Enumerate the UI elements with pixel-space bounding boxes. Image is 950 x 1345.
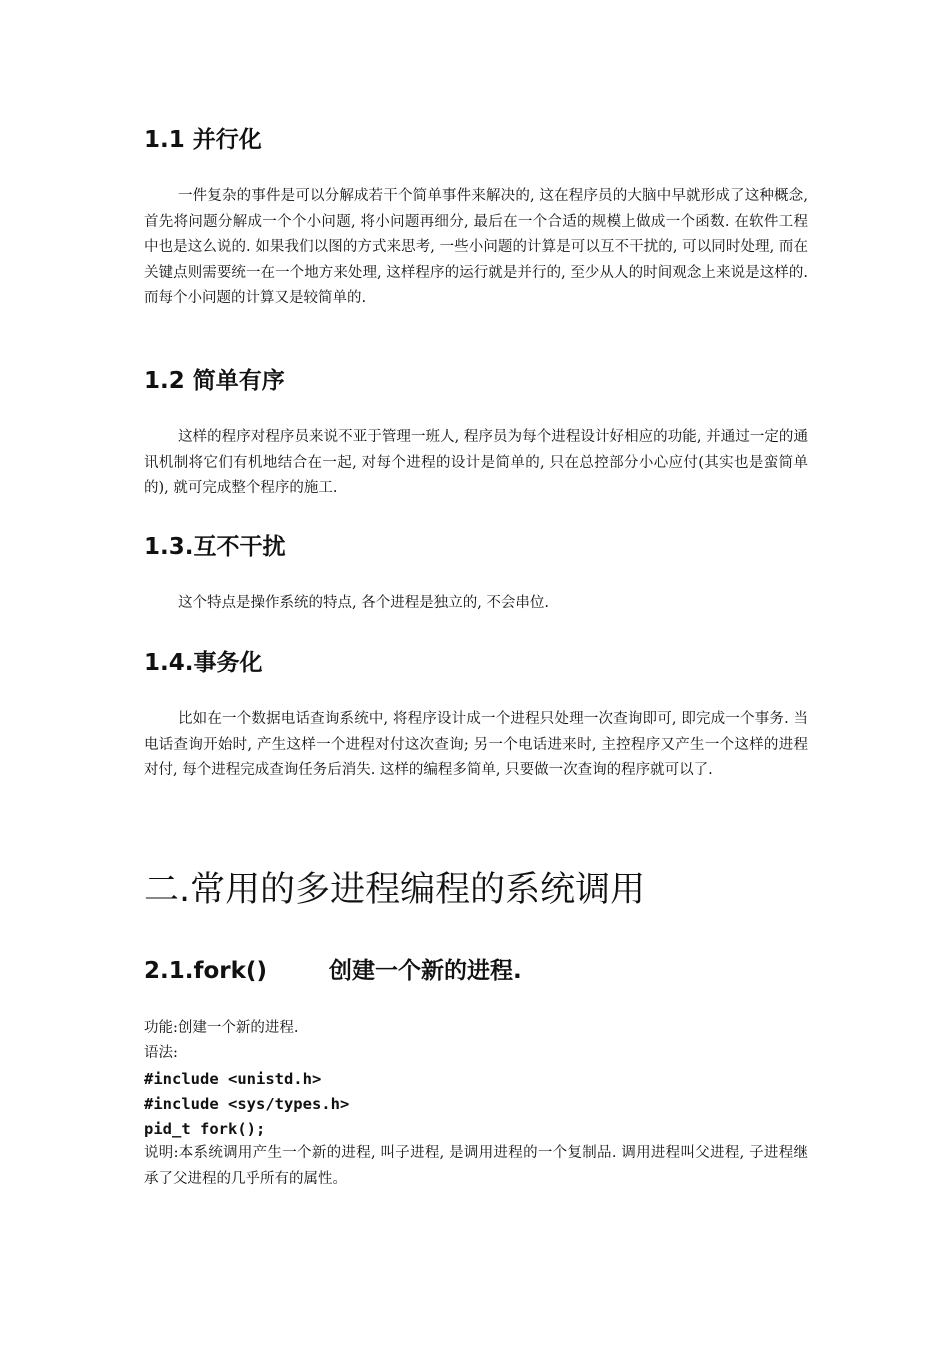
section-body-1-2: 这样的程序对程序员来说不亚于管理一班人, 程序员为每个进程设计好相应的功能, 并通过一定的通讯机制将它们有机地结合在一起, 对每个进程的设计是简单的, 只在总控部分小心应付(其实也是蛮简单的), 就可完成整个程序的施工. [144, 429, 808, 496]
subsection-heading-2-1 [144, 956, 522, 986]
subsection-heading-desc: 创建一个新的进程. [328, 958, 522, 984]
chapter-title: 二.常用的多进程编程的系统调用 [144, 870, 646, 910]
subsection-heading-code: 2.1.fork() [144, 958, 267, 984]
code-line-include-types: #include <sys/types.h> [144, 1095, 350, 1113]
syntax-label: 语法: [144, 1045, 178, 1061]
code-line-include-unistd: #include <unistd.h> [144, 1070, 322, 1088]
section-body-1-3: 这个特点是操作系统的特点, 各个进程是独立的, 不会串位. [178, 595, 550, 611]
section-heading-1-4: 1.4.事务化 [144, 650, 263, 676]
section-body-1-4: 比如在一个数据电话查询系统中, 将程序设计成一个进程只处理一次查询即可, 即完成一个事务. 当电话查询开始时, 产生这样一个进程对付这次查询; 另一个电话进来时, 主控程序又产生一个这样的进程对付, 每个进程完成查询任务后消失. 这样的编程多简单, 只要做一次查询的程序就可以了. [144, 711, 808, 778]
function-line: 功能:创建一个新的进程. [144, 1020, 299, 1036]
description-text: 说明:本系统调用产生一个新的进程, 叫子进程, 是调用进程的一个复制品. 调用进程叫父进程, 子进程继承了父进程的几乎所有的属性。 [144, 1145, 808, 1187]
section-heading-1-3: 1.3.互不干扰 [144, 534, 286, 560]
section-heading-1-2: 1.2 简单有序 [144, 368, 285, 394]
code-line-fork-prototype: pid_t fork(); [144, 1120, 266, 1138]
section-body-1-1: 一件复杂的事件是可以分解成若干个简单事件来解决的, 这在程序员的大脑中早就形成了这种概念, 首先将问题分解成一个个小问题, 将小问题再细分, 最后在一个合适的规模上做成一个函数. 在软件工程中也是这么说的. 如果我们以图的方式来思考, 一些小问题的计算是可以互不干扰的, 可以同时处理, 而在关键点则需要统一在一个地方来处理, 这样程序的运行就是并行的, 至少从人的时间观念上来说是这样的. 而每个小问题的计算又是较简单的. [144, 188, 808, 306]
section-heading-1-1: 1.1 并行化 [144, 127, 262, 153]
